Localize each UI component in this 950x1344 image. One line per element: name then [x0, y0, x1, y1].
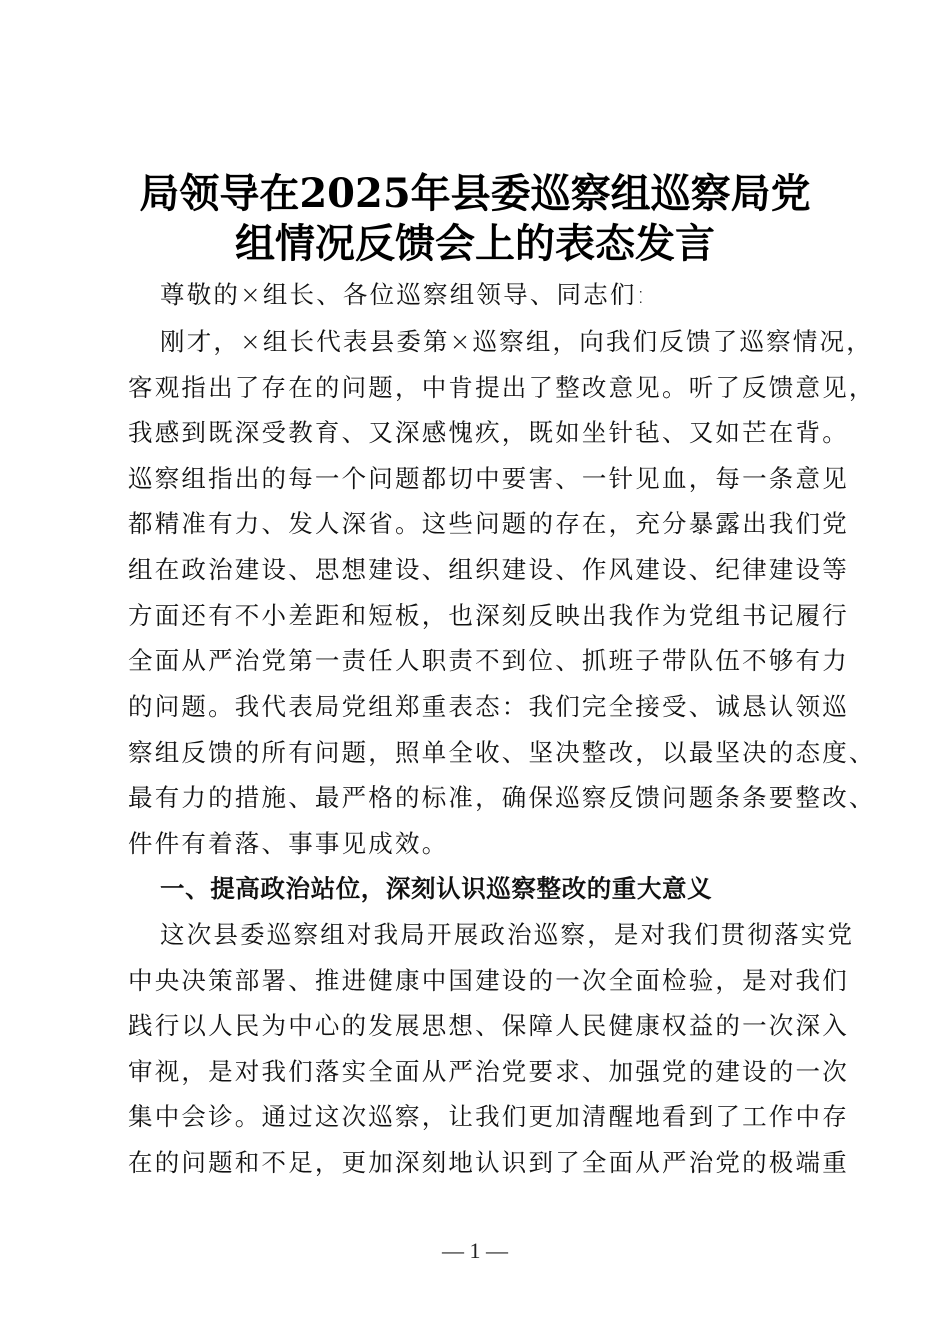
document-title-line-1: 局领导在2025年县委巡察组巡察局党 [139, 170, 811, 217]
paragraph-line: 察组反馈的所有问题，照单全收、坚决整改，以最坚决的态度、 [128, 738, 876, 767]
paragraph-line: 中央决策部署、推进健康中国建设的一次全面检验，是对我们 [128, 966, 849, 995]
paragraph-line: 件件有着落、事事见成效。 [128, 829, 449, 858]
paragraph-line: 都精准有力、发人深省。这些问题的存在，充分暴露出我们党 [128, 509, 849, 538]
paragraph-line: 践行以人民为中心的发展思想、保障人民健康权益的一次深入 [128, 1011, 849, 1040]
paragraph-line: 这次县委巡察组对我局开展政治巡察，是对我们贯彻落实党 [160, 920, 855, 949]
paragraph-line: 审视，是对我们落实全面从严治党要求、加强党的建设的一次 [128, 1057, 849, 1086]
paragraph-line: 方面还有不小差距和短板，也深刻反映出我作为党组书记履行 [128, 601, 849, 630]
paragraph-line: 在的问题和不足，更加深刻地认识到了全面从严治党的极端重 [128, 1148, 849, 1177]
paragraph-line: 全面从严治党第一责任人职责不到位、抓班子带队伍不够有力 [128, 646, 849, 675]
paragraph-line: 集中会诊。通过这次巡察，让我们更加清醒地看到了工作中存 [128, 1102, 849, 1131]
paragraph-line: 最有力的措施、最严格的标准，确保巡察反馈问题条条要整改、 [128, 783, 876, 812]
paragraph-line: 刚才，×组长代表县委第×巡察组，向我们反馈了巡察情况， [160, 327, 873, 356]
document-title-line-2: 组情况反馈会上的表态发言 [235, 220, 715, 267]
paragraph-line: 客观指出了存在的问题，中肯提出了整改意见。听了反馈意见， [128, 373, 876, 402]
paragraph-line: 组在政治建设、思想建设、组织建设、作风建设、纪律建设等 [128, 555, 849, 584]
page-number: — 1 — [442, 1238, 508, 1263]
paragraph-line: 我感到既深受教育、又深感愧疚，既如坐针毡、又如芒在背。 [128, 418, 849, 447]
section-heading-1: 一、提高政治站位，深刻认识巡察整改的重大意义 [160, 874, 713, 903]
salutation: 尊敬的×组长、各位巡察组领导、同志们: [160, 280, 648, 309]
paragraph-line: 巡察组指出的每一个问题都切中要害、一针见血，每一条意见 [128, 464, 849, 493]
paragraph-line: 的问题。我代表局党组郑重表态：我们完全接受、诚恳认领巡 [128, 692, 849, 721]
